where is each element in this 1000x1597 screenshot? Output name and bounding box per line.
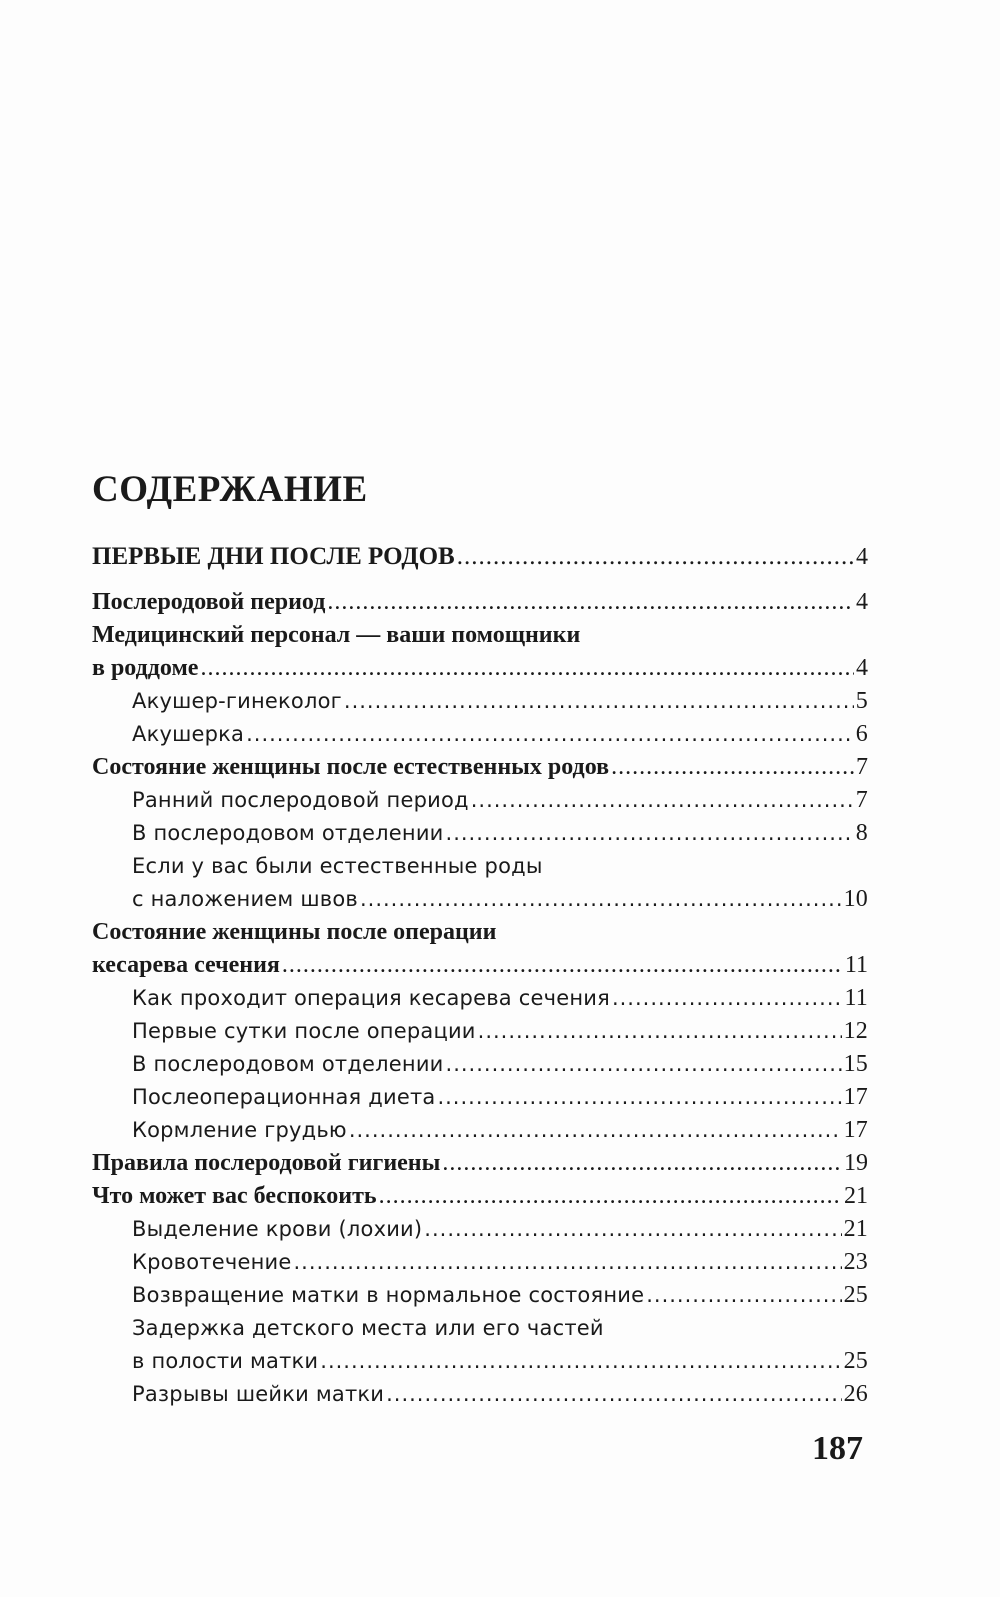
toc-entry-page: 10 bbox=[843, 886, 868, 912]
toc-entry-text-continued: в роддоме bbox=[92, 655, 199, 681]
toc-subentry bbox=[92, 850, 868, 916]
toc-entry-text: Разрывы шейки матки bbox=[132, 1382, 385, 1406]
toc-entry bbox=[92, 619, 868, 685]
toc-entry-page: 4 bbox=[856, 589, 868, 615]
dot-leader bbox=[349, 1114, 842, 1147]
toc-entry-page: 25 bbox=[843, 1282, 868, 1308]
toc-entry-text: Ранний послеродовой период bbox=[132, 788, 469, 812]
dot-leader bbox=[246, 718, 854, 751]
toc-entry-text: Акушер-гинеколог bbox=[132, 689, 342, 713]
dot-leader bbox=[611, 751, 854, 784]
toc-entry bbox=[92, 751, 868, 784]
toc-entry-text: Если у вас были естественные роды bbox=[132, 854, 543, 878]
toc-entry-text: Правила послеродовой гигиены bbox=[92, 1150, 441, 1176]
toc-entry-page: 5 bbox=[855, 688, 868, 714]
dot-leader bbox=[320, 1345, 841, 1378]
dot-leader bbox=[386, 1378, 841, 1411]
toc-entry-page: 19 bbox=[844, 1150, 868, 1176]
dot-leader bbox=[437, 1081, 841, 1114]
dot-leader bbox=[344, 685, 854, 718]
toc-subentry bbox=[92, 685, 868, 718]
dot-leader bbox=[424, 1213, 841, 1246]
dot-leader bbox=[446, 817, 854, 850]
toc-entry-text: ПЕРВЫЕ ДНИ ПОСЛЕ РОДОВ bbox=[92, 543, 455, 570]
toc-entry-text: Медицинский персонал — ваши помощники bbox=[92, 622, 581, 648]
toc-subentry bbox=[92, 1015, 868, 1048]
toc-subentry bbox=[92, 1081, 868, 1114]
dot-leader bbox=[478, 1015, 842, 1048]
toc-entry-text: Послеродовой период bbox=[92, 589, 326, 615]
toc-subentry bbox=[92, 718, 868, 751]
dot-leader bbox=[360, 883, 842, 916]
toc-entry-text-continued: кесарева сечения bbox=[92, 952, 280, 978]
dot-leader bbox=[457, 540, 854, 573]
toc-subentry bbox=[92, 1312, 868, 1378]
toc-entry-page: 4 bbox=[856, 655, 868, 681]
toc-subentry bbox=[92, 1279, 868, 1312]
toc-entry bbox=[92, 1147, 868, 1180]
toc-entry-text: В послеродовом отделении bbox=[132, 821, 444, 845]
toc-subentry bbox=[92, 1048, 868, 1081]
toc-entry-page: 23 bbox=[843, 1249, 868, 1275]
toc-entry-text: Задержка детского места или его частей bbox=[132, 1316, 604, 1340]
toc-subentry bbox=[92, 1213, 868, 1246]
toc-entry-text-continued: в полости матки bbox=[132, 1349, 319, 1373]
toc-entry-page: 17 bbox=[843, 1084, 868, 1110]
dot-leader bbox=[200, 652, 854, 685]
toc-entry-page: 15 bbox=[843, 1051, 868, 1077]
toc-entry-text: Что может вас беспокоить bbox=[92, 1183, 377, 1209]
toc-entry-text: Послеоперационная диета bbox=[132, 1085, 436, 1109]
toc-entry bbox=[92, 586, 868, 619]
toc-subentry bbox=[92, 817, 868, 850]
toc-entry-text: Состояние женщины после естественных родов bbox=[92, 754, 610, 780]
toc-entry-page: 12 bbox=[843, 1018, 868, 1044]
toc-entry-page: 11 bbox=[844, 952, 868, 978]
toc-entry-text: Кормление грудью bbox=[132, 1118, 347, 1142]
toc-entry-page: 8 bbox=[855, 820, 868, 846]
toc-subentry bbox=[92, 1114, 868, 1147]
dot-leader bbox=[327, 586, 854, 619]
toc-entry bbox=[92, 1180, 868, 1213]
dot-leader bbox=[442, 1147, 842, 1180]
toc-entry-text: Выделение крови (лохии) bbox=[132, 1217, 423, 1241]
toc-entry-page: 11 bbox=[844, 985, 868, 1011]
dot-leader bbox=[282, 949, 843, 982]
toc-entry-page: 7 bbox=[856, 754, 868, 780]
toc-subentry bbox=[92, 784, 868, 817]
toc-entry-page: 21 bbox=[843, 1216, 868, 1242]
toc-subentry bbox=[92, 1378, 868, 1411]
page-number: 187 bbox=[812, 1430, 863, 1467]
toc-entry-text: В послеродовом отделении bbox=[132, 1052, 444, 1076]
toc-title: СОДЕРЖАНИЕ bbox=[92, 469, 368, 510]
dot-leader bbox=[294, 1246, 842, 1279]
toc-entry-text: Первые сутки после операции bbox=[132, 1019, 476, 1043]
toc-entry-page: 7 bbox=[855, 787, 868, 813]
toc-entry-page: 21 bbox=[844, 1183, 868, 1209]
toc-subentry bbox=[92, 1246, 868, 1279]
table-of-contents bbox=[92, 540, 868, 1411]
dot-leader bbox=[612, 982, 843, 1015]
dot-leader bbox=[379, 1180, 842, 1213]
dot-leader bbox=[646, 1279, 841, 1312]
toc-entry-text: Акушерка bbox=[132, 722, 245, 746]
toc-entry-page: 26 bbox=[843, 1381, 868, 1407]
toc-entry-page: 4 bbox=[856, 544, 868, 570]
toc-entry bbox=[92, 540, 868, 574]
toc-entry-text: Кровотечение bbox=[132, 1250, 292, 1274]
toc-entry-text: Как проходит операция кесарева сечения bbox=[132, 986, 610, 1010]
dot-leader bbox=[471, 784, 854, 817]
toc-entry-text: Возвращение матки в нормальное состояние bbox=[132, 1283, 645, 1307]
toc-entry bbox=[92, 916, 868, 982]
dot-leader bbox=[446, 1048, 842, 1081]
toc-entry-page: 25 bbox=[843, 1348, 868, 1374]
toc-subentry bbox=[92, 982, 868, 1015]
toc-entry-text: Состояние женщины после операции bbox=[92, 919, 497, 945]
toc-entry-text-continued: с наложением швов bbox=[132, 887, 358, 911]
toc-entry-page: 6 bbox=[855, 721, 868, 747]
toc-entry-page: 17 bbox=[843, 1117, 868, 1143]
